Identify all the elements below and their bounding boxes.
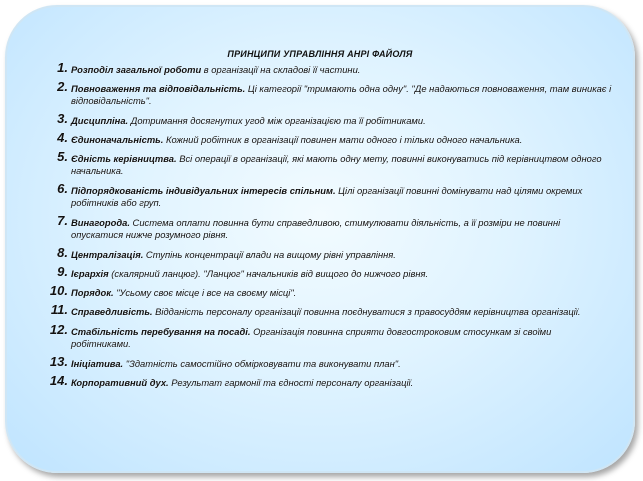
item-text: Система оплати повинна бути справедливою, стимулювати діяльність, а її розміри не повинні опускатися нижче розумного рівня. xyxy=(71,217,561,240)
item-term: Єдиноначальність. xyxy=(71,134,164,145)
item-term: Винагорода. xyxy=(71,217,130,228)
item-text: в організації на складові її частини. xyxy=(201,64,361,75)
page-title: ПРИНЦИПИ УПРАВЛІННЯ АНРІ ФАЙОЛЯ xyxy=(227,49,413,59)
list-item xyxy=(44,111,612,127)
item-term: Розподіл загальної роботи xyxy=(71,64,202,75)
item-number: 9. xyxy=(57,264,68,279)
item-text: (скалярний ланцюг). "Ланцюг" начальників від вищого до нижчого рівня. xyxy=(108,268,429,279)
item-text: Відданість персоналу організації повинна поєднуватися з правосуддям керівництва організації. xyxy=(152,306,581,317)
list-item xyxy=(44,130,612,146)
item-number: 4. xyxy=(57,130,68,145)
item-text: "Здатність самостійно обмірковувати та виконувати план". xyxy=(123,358,401,369)
item-number: 11. xyxy=(50,302,68,317)
item-number: 12. xyxy=(49,322,68,337)
item-number: 8. xyxy=(57,245,68,260)
item-term: Ініціатива. xyxy=(71,358,124,369)
item-text: Дотримання досягнутих угод між організацією та її робітниками. xyxy=(128,115,426,126)
list-item xyxy=(44,60,612,76)
item-term: Дисципліна. xyxy=(71,115,129,126)
list-item xyxy=(44,354,612,370)
item-text: Ступінь концентрації влади на вищому рівні управління. xyxy=(143,249,396,260)
item-number: 14. xyxy=(49,373,68,388)
item-number: 6. xyxy=(57,181,68,196)
item-number: 13. xyxy=(49,354,68,369)
list-item xyxy=(44,264,612,280)
item-text: Ці категорії "тримають одна одну". "Де надаються повноваження, там виникає і відповідальність". xyxy=(71,83,612,106)
item-term: Порядок. xyxy=(71,287,114,298)
list-item xyxy=(44,79,612,107)
item-term: Стабільність перебування на посаді. xyxy=(71,326,251,337)
item-number: 1. xyxy=(57,60,68,75)
list-item xyxy=(44,181,612,209)
list-item xyxy=(44,149,612,177)
item-text: Цілі організації повинні домінувати над цілями окремих робітників або груп. xyxy=(71,185,583,208)
item-term: Повноваження та відповідальність. xyxy=(71,83,246,94)
item-number: 7. xyxy=(57,213,68,228)
item-term: Справедливість. xyxy=(71,306,153,317)
item-number: 10. xyxy=(49,283,68,298)
item-text: Всі операції в організації, які мають одну мету, повинні виконуватись під керівництвом одного начальника. xyxy=(71,153,602,176)
item-text: "Усьому своє місце і все на своєму місці". xyxy=(113,287,297,298)
list-item xyxy=(44,283,612,299)
item-number: 5. xyxy=(57,149,68,164)
item-number: 3. xyxy=(57,111,68,126)
principles-list xyxy=(44,60,612,396)
list-item xyxy=(44,213,612,241)
item-text: Кожний робітник в організації повинен мати одного і тільки одного начальника. xyxy=(163,134,523,145)
item-term: Централізація. xyxy=(71,249,144,260)
item-term: Єдність керівництва. xyxy=(71,153,177,164)
item-text: Результат гармонії та єдності персоналу організації. xyxy=(168,377,414,388)
item-term: Підпорядкованість індивідуальних інтересів спільним. xyxy=(71,185,336,196)
item-term: Корпоративний дух. xyxy=(71,377,169,388)
item-number: 2. xyxy=(57,79,68,94)
list-item xyxy=(44,302,612,318)
item-term: Ієрархія xyxy=(71,268,109,279)
item-text: Організація повинна сприяти довгостроковим стосункам зі своїми робітниками. xyxy=(71,326,552,349)
list-item xyxy=(44,373,612,389)
list-item xyxy=(44,245,612,261)
list-item xyxy=(44,322,612,350)
